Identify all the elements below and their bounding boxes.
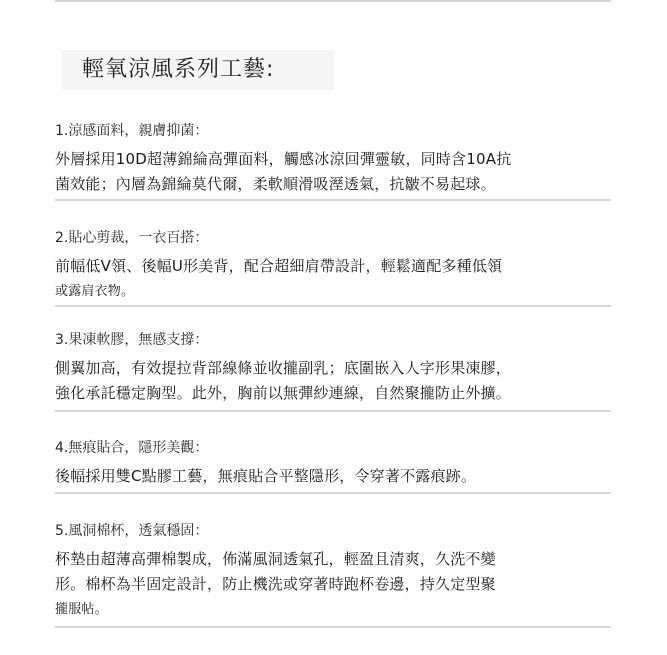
body-line: 側翼加高，有效提拉背部線條並收攏副乳；底圍嵌入人字形果凍膠， [55, 359, 512, 377]
section-divider [55, 626, 611, 628]
section-body [55, 147, 611, 197]
section-1 [55, 121, 611, 197]
section-divider [55, 410, 611, 412]
body-line: 形。棉杯為半固定設計，防止機洗或穿著時跑杯卷邊，持久定型聚 [55, 575, 496, 593]
section-2 [55, 228, 611, 304]
body-line: 前幅低V領、後幅U形美背，配合超細肩帶設計，輕鬆適配多種低領 [55, 257, 503, 275]
section-divider [55, 492, 611, 494]
body-line: 後幅採用雙C點膠工藝，無痕貼合平整隱形，令穿著不露痕跡。 [55, 467, 477, 485]
section-heading: 1.涼感面料，親膚抑菌： [55, 123, 209, 139]
section-heading: 3.果凍軟膠，無感支撐： [55, 332, 209, 348]
section-body [55, 254, 611, 304]
body-line: 強化承託穩定胸型。此外，胸前以無彈紗連線，自然聚攏防止外擴。 [55, 384, 512, 402]
section-heading: 5.風洞棉杯，透氣穩固： [55, 523, 209, 539]
section-body [55, 547, 611, 622]
section-5 [55, 521, 611, 622]
section-3 [55, 330, 611, 406]
section-divider [55, 199, 611, 201]
section-divider [55, 305, 611, 307]
body-line: 外層採用10D超薄錦綸高彈面料，觸感冰涼回彈靈敏，同時含10A抗 [55, 150, 512, 168]
section-heading: 4.無痕貼合，隱形美觀： [55, 440, 209, 456]
top-divider [55, 0, 611, 2]
section-heading: 2.貼心剪裁，一衣百搭： [55, 230, 209, 246]
page-title: 輕氧涼風系列工藝: [82, 57, 275, 82]
section-body [55, 356, 611, 406]
section-body [55, 464, 611, 489]
body-line: 攏服帖。 [55, 602, 108, 617]
body-line: 或露肩衣物。 [55, 284, 135, 299]
body-line: 杯墊由超薄高彈棉製成，佈滿風洞透氣孔，輕盈且清爽，久洗不變 [55, 550, 496, 568]
section-4 [55, 438, 611, 489]
body-line: 菌效能；內層為錦綸莫代爾，柔軟順滑吸溼透氣，抗皺不易起球。 [55, 175, 496, 193]
